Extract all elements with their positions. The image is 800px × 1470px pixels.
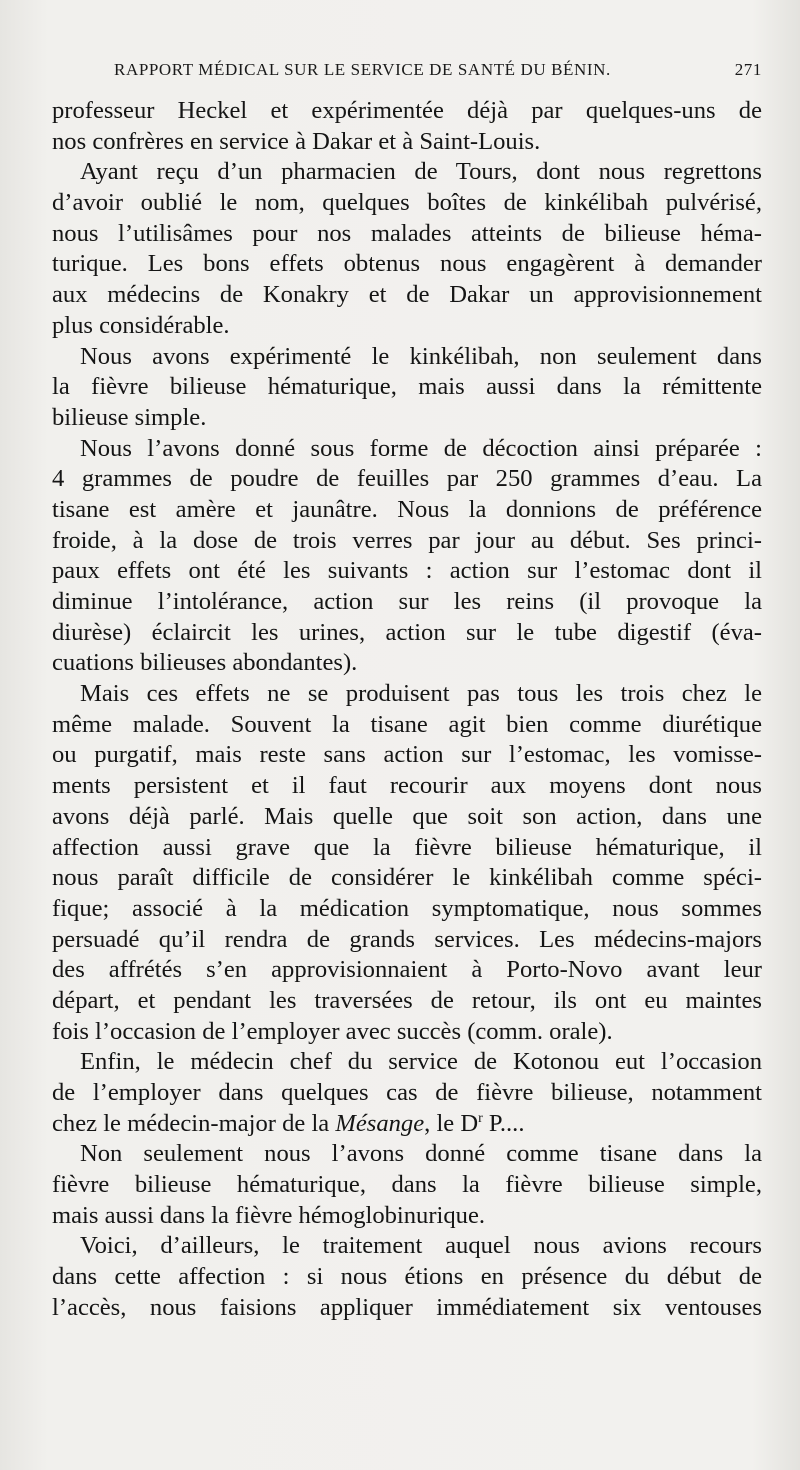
text-line <box>52 157 762 188</box>
line-text: fique; associé à la médication symptomatique, nous sommes <box>52 894 762 922</box>
text-line <box>52 464 762 495</box>
text-line <box>52 1262 762 1293</box>
ship-name: Mésange <box>335 1109 425 1137</box>
line-text: froide, à la dose de trois verres par jour au début. Ses princi- <box>52 526 762 554</box>
line-text: diurèse) éclaircit les urines, action sur le tube digestif (éva- <box>52 618 762 646</box>
text-line <box>52 1231 762 1262</box>
line-text: l’accès, nous faisions appliquer immédiatement six ventouses <box>52 1293 762 1321</box>
text-line <box>52 955 762 986</box>
line-text: Voici, d’ailleurs, le traitement auquel nous avions recours <box>80 1232 762 1260</box>
superscript: r <box>478 1110 483 1126</box>
line-text: Enfin, le médecin chef du service de Kotonou eut l’occasion <box>80 1048 762 1076</box>
line-text: Mais ces effets ne se produisent pas tous les trois chez le <box>80 680 762 708</box>
line-text: fièvre bilieuse hématurique, dans la fièvre bilieuse simple, <box>52 1171 762 1199</box>
line-text: Nous l’avons donné sous forme de décoction ainsi préparée : <box>80 434 762 462</box>
line-text: des affrétés s’en approvisionnaient à Porto-Novo avant leur <box>52 956 762 984</box>
line-text: fois l’occasion de l’employer avec succès (comm. orale). <box>52 1017 613 1045</box>
line-text: nous paraît difficile de considérer le kinkélibah comme spéci- <box>52 864 762 892</box>
line-text: cuations bilieuses abondantes). <box>52 649 358 677</box>
running-head <box>96 60 762 84</box>
text-line <box>52 710 762 741</box>
text-line <box>52 1293 762 1324</box>
line-text: nos confrères en service à Dakar et à Saint-Louis. <box>52 127 541 155</box>
line-text: avons déjà parlé. Mais quelle que soit son action, dans une <box>52 802 762 830</box>
text-line <box>52 1201 762 1232</box>
line-text: de l’employer dans quelques cas de fièvre bilieuse, notamment <box>52 1079 762 1106</box>
line-text: d’avoir oublié le nom, quelques boîtes de kinkélibah pulvérisé, <box>52 189 762 217</box>
text-line <box>52 127 762 158</box>
line-text: tisane est amère et jaunâtre. Nous la donnions de préférence <box>52 495 762 523</box>
line-text: dans cette affection : si nous étions en présence du début de <box>52 1263 762 1291</box>
line-text: affection aussi grave que la fièvre bilieuse hématurique, il <box>52 833 762 861</box>
line-text: chez le médecin-major de la <box>52 1109 336 1137</box>
line-text: 4 grammes de poudre de feuilles par 250 grammes d’eau. La <box>52 465 762 493</box>
line-text: persuadé qu’il rendra de grands services. Les médecins-majors <box>52 925 762 953</box>
text-line <box>52 188 762 219</box>
text-line <box>52 1017 762 1048</box>
line-text: Nous avons expérimenté le kinkélibah, non seulement dans <box>80 342 762 370</box>
line-text: diminue l’intolérance, action sur les reins (il provoque la <box>52 588 762 615</box>
text-line <box>52 1139 762 1170</box>
text-line <box>52 311 762 342</box>
line-text: plus considérable. <box>52 311 230 339</box>
text-line <box>52 526 762 557</box>
line-text: aux médecins de Konakry et de Dakar un approvisionnement <box>52 281 762 309</box>
text-line <box>52 863 762 894</box>
line-text: la fièvre bilieuse hématurique, mais aussi dans la rémittente <box>52 373 762 401</box>
text-line <box>52 556 762 587</box>
line-text: mais aussi dans la fièvre hémoglobinurique. <box>52 1201 486 1229</box>
text-line <box>52 342 762 373</box>
text-line <box>52 679 762 710</box>
text-line <box>52 833 762 864</box>
text-line <box>52 495 762 526</box>
text-line <box>52 1078 762 1109</box>
line-text: paux effets ont été les suivants : action sur l’estomac dont il <box>52 557 762 585</box>
line-text: turique. Les bons effets obtenus nous engagèrent à demander <box>52 250 762 278</box>
page-number: 271 <box>734 60 762 79</box>
text-line <box>52 925 762 956</box>
text-line <box>52 740 762 771</box>
text-line <box>52 249 762 280</box>
text-line <box>52 986 762 1017</box>
text-line <box>52 96 762 127</box>
text-line <box>52 372 762 403</box>
line-text: Non seulement nous l’avons donné comme tisane dans la <box>80 1140 762 1168</box>
line-text-tail: P.... <box>482 1109 525 1137</box>
text-line <box>52 802 762 833</box>
line-text-continued: , le D <box>424 1109 479 1137</box>
text-line <box>52 771 762 802</box>
text-line <box>52 1109 762 1140</box>
text-line <box>52 403 762 434</box>
text-line <box>52 587 762 618</box>
text-line <box>52 618 762 649</box>
text-line <box>52 648 762 679</box>
line-text: ou purgatif, mais reste sans action sur l’estomac, les vomisse- <box>52 741 762 769</box>
text-line <box>52 1047 762 1078</box>
line-text: nous l’utilisâmes pour nos malades atteints de bilieuse héma- <box>52 219 762 247</box>
text-line <box>52 280 762 311</box>
text-line <box>52 1170 762 1201</box>
line-text: ments persistent et il faut recourir aux moyens dont nous <box>52 772 762 800</box>
line-text: bilieuse simple. <box>52 403 207 431</box>
line-text: professeur Heckel et expérimentée déjà par quelques-uns de <box>52 97 762 124</box>
running-head-title: RAPPORT MÉDICAL SUR LE SERVICE DE SANTÉ DU BÉNIN. <box>114 60 611 79</box>
text-line <box>52 894 762 925</box>
line-text: même malade. Souvent la tisane agit bien comme diurétique <box>52 710 762 738</box>
line-text: départ, et pendant les traversées de retour, ils ont eu maintes <box>52 986 762 1014</box>
body-text <box>52 96 762 1324</box>
line-text: Ayant reçu d’un pharmacien de Tours, dont nous regrettons <box>80 158 762 186</box>
text-line <box>52 219 762 250</box>
text-line <box>52 434 762 465</box>
